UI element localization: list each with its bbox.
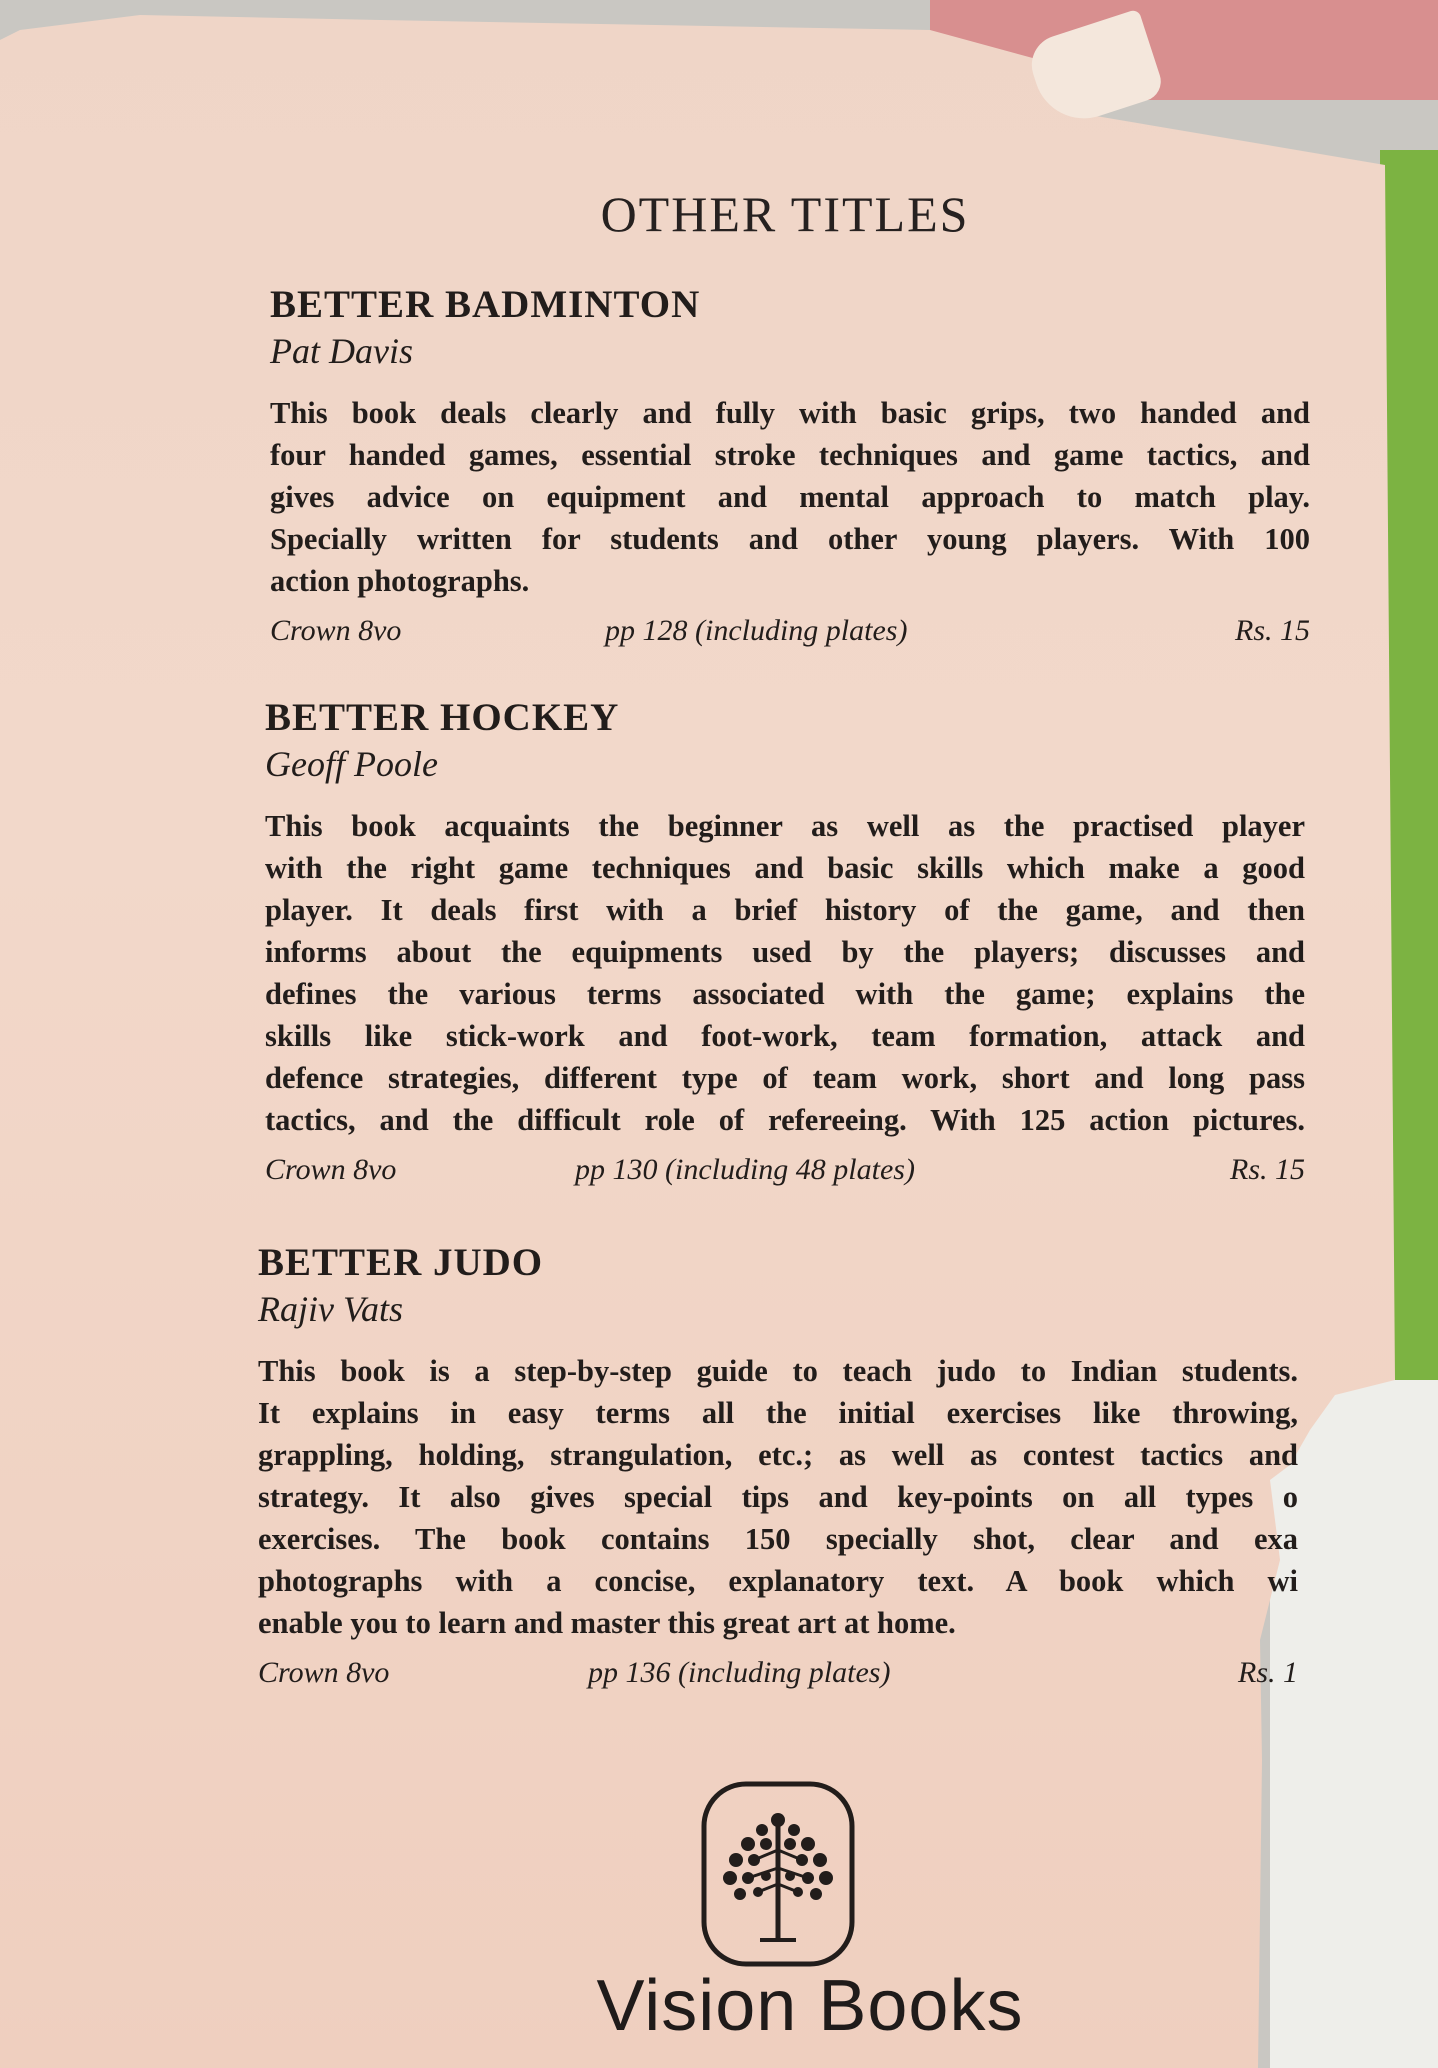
book-price: Rs. 15 (1230, 1153, 1305, 1186)
description-line: defines the various terms associated with the game; explains the (265, 977, 1305, 1011)
page-heading: OTHER TITLES (600, 186, 970, 242)
book-title: BETTER JUDO (258, 1241, 544, 1284)
description-line: photographs with a concise, explanatory text. A book which wi (258, 1564, 1298, 1598)
description-line: This book is a step-by-step guide to teach judo to Indian students. (258, 1354, 1298, 1388)
description-line: action photographs. (270, 564, 530, 598)
book-format: Crown 8vo (270, 614, 402, 647)
description-line: It explains in easy terms all the initial exercises like throwing, (258, 1396, 1298, 1430)
book-author: Rajiv Vats (258, 1289, 403, 1329)
book-pages: pp 130 (including 48 plates) (575, 1153, 915, 1186)
book-description (258, 1350, 1298, 1644)
description-line: skills like stick-work and foot-work, team formation, attack and (265, 1019, 1305, 1053)
description-line: with the right game techniques and basic skills which make a good (265, 851, 1305, 885)
book-entry-badminton (270, 282, 1310, 654)
book-pages: pp 128 (including plates) (605, 614, 908, 647)
book-entry-judo (258, 1240, 1298, 1696)
tree-emblem-icon (700, 1780, 856, 1968)
book-title: BETTER BADMINTON (270, 283, 701, 326)
description-line: enable you to learn and master this great art at home. (258, 1606, 956, 1640)
description-line: grappling, holding, strangulation, etc.; as well as contest tactics and (258, 1438, 1298, 1472)
book-price: Rs. 15 (1235, 614, 1310, 647)
book-description (265, 805, 1305, 1141)
description-line: player. It deals first with a brief history of the game, and then (265, 893, 1305, 927)
description-line: defence strategies, different type of team work, short and long pass (265, 1061, 1305, 1095)
description-line: strategy. It also gives special tips and key-points on all types o (258, 1480, 1298, 1514)
book-format: Crown 8vo (258, 1656, 390, 1689)
description-line: four handed games, essential stroke techniques and game tactics, and (270, 438, 1310, 472)
description-line: Specially written for students and other young players. With 100 (270, 522, 1310, 556)
description-line: gives advice on equipment and mental approach to match play. (270, 480, 1310, 514)
description-line: exercises. The book contains 150 specially shot, clear and exa (258, 1522, 1298, 1556)
description-line: This book deals clearly and fully with basic grips, two handed and (270, 396, 1310, 430)
book-details (265, 1153, 1305, 1193)
book-price: Rs. 1 (1238, 1656, 1298, 1689)
book-pages: pp 136 (including plates) (588, 1656, 891, 1689)
book-author: Pat Davis (270, 331, 413, 371)
book-details (258, 1656, 1298, 1696)
book-author: Geoff Poole (265, 744, 438, 784)
description-line: informs about the equipments used by the players; discusses and (265, 935, 1305, 969)
book-format: Crown 8vo (265, 1153, 397, 1186)
book-entry-hockey (265, 695, 1305, 1193)
book-title: BETTER HOCKEY (265, 696, 620, 739)
publisher-name: Vision Books (596, 1966, 1024, 2046)
book-description (270, 392, 1310, 602)
book-details (270, 614, 1310, 654)
description-line: This book acquaints the beginner as well as the practised player (265, 809, 1305, 843)
description-line: tactics, and the difficult role of refereeing. With 125 action pictures. (265, 1103, 1305, 1137)
